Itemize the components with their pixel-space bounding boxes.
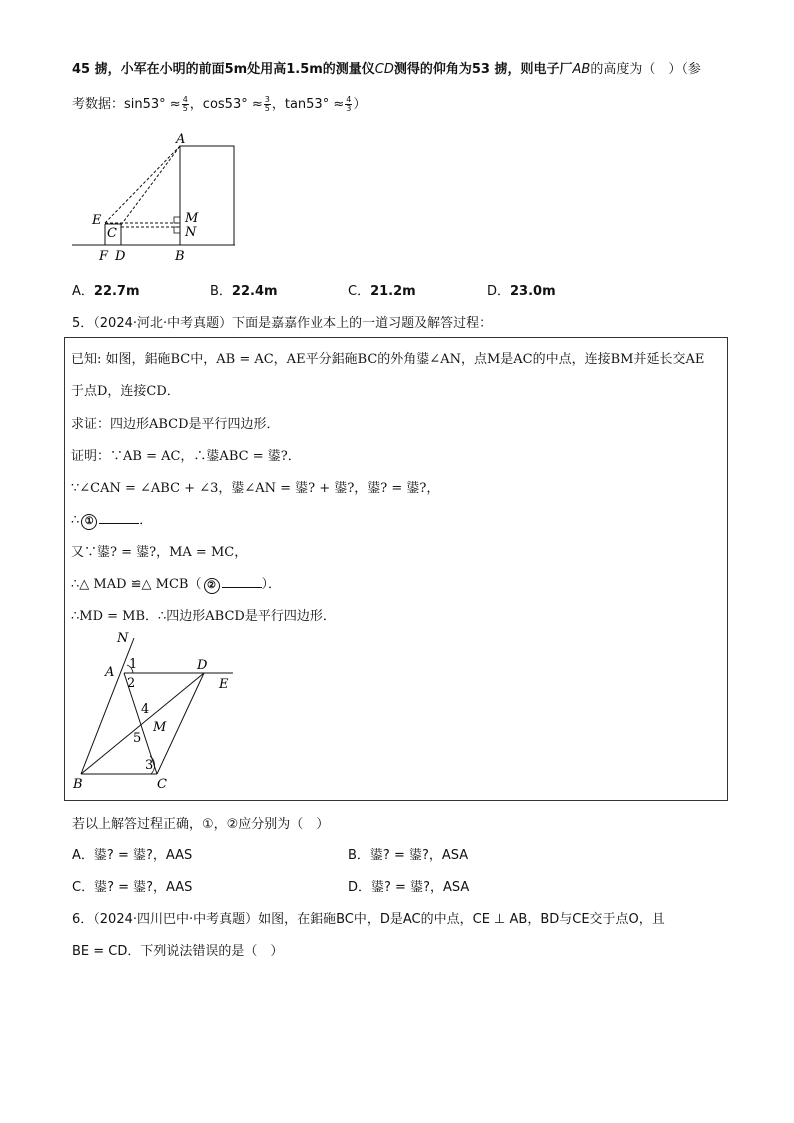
proof-box: [64, 337, 728, 801]
cos-fraction: $\frac{3}{5}$: [264, 95, 270, 113]
q4-cos-label: ，cos53° ≈: [189, 97, 263, 112]
label-e: E: [219, 677, 229, 692]
q4-tan-label: ，tan53° ≈: [271, 97, 345, 112]
label-e: E: [92, 213, 102, 228]
proof-step-2: ∵∠CAN = ∠ABC + ∠3，鍙∠AN = 鍙? + 鍙?，鍙? = 鍙?，: [71, 481, 440, 496]
q4-option-a[interactable]: A．22.7m: [72, 284, 140, 299]
q4-line1-ab: AB: [572, 62, 591, 77]
q4-line1-c: 的高度为（ ）（参: [590, 62, 701, 77]
q5-option-d[interactable]: D．鍙? = 鍙?，ASA: [348, 880, 470, 895]
q6-line-2: BE = CD．下列说法错误的是（ ）: [72, 944, 284, 959]
q5-option-b[interactable]: B．鍙? = 鍙?，ASA: [348, 848, 469, 863]
q5-question: 若以上解答过程正确，①，②应分别为（ ）: [72, 817, 330, 832]
proof-step-1: 证明：∵AB = AC，∴鍙ABC = 鍙?．: [71, 449, 301, 464]
q4-line-2: [72, 93, 366, 113]
q4-figure: [60, 128, 260, 268]
sight-line-ea: [105, 146, 180, 223]
label-angle-3: 3: [145, 758, 154, 773]
label-n: N: [185, 225, 197, 240]
proof-given-2: 于点D，连接CD．: [71, 384, 180, 399]
proof-to-prove: 求证：四边形ABCD是平行四边形．: [71, 417, 280, 432]
line-bn: [81, 638, 134, 774]
label-a: A: [176, 132, 186, 147]
proof-step-3: ∴ ① ．: [71, 513, 153, 528]
q4-option-d[interactable]: D．23.0m: [487, 284, 556, 299]
proof-step-6: ∴MD = MB．∴四边形ABCD是平行四边形．: [71, 609, 336, 624]
label-d: D: [115, 249, 126, 264]
blank-2-marker: ②: [204, 578, 220, 594]
q6-line-1: 6．（2024·四川巴中·中考真题）如图，在鈻砤BC中，D是AC的中点，CE ⊥ AB，BD与CE交于点O，且: [72, 912, 665, 927]
right-angle-n: [174, 227, 180, 233]
label-b: B: [175, 249, 185, 264]
blank-2[interactable]: [222, 575, 262, 588]
label-c: C: [107, 226, 117, 241]
label-d: D: [197, 658, 208, 673]
sight-line-ca: [121, 146, 180, 225]
label-m: M: [153, 720, 167, 735]
q5-figure: [69, 632, 249, 796]
label-angle-2: 2: [127, 676, 136, 691]
q5-option-c[interactable]: C．鍙? = 鍙?，AAS: [72, 880, 193, 895]
label-f: F: [99, 249, 109, 264]
label-m: M: [185, 211, 199, 226]
segment-bd: [81, 673, 204, 774]
label-angle-5: 5: [133, 731, 142, 746]
label-a: A: [105, 665, 115, 680]
sin-fraction: $\frac{4}{5}$: [182, 95, 188, 113]
proof-step-4: 又∵鍙? = 鍙?，MA = MC，: [71, 545, 248, 560]
proof-step-5: ∴△ MAD ≌△ MCB（ ② ）．: [71, 577, 282, 592]
q4-line1-cd: CD: [374, 62, 394, 77]
blank-1-marker: ①: [81, 514, 97, 530]
q5-option-a[interactable]: A．鍙? = 鍙?，AAS: [72, 848, 193, 863]
label-angle-1: 1: [129, 657, 138, 672]
blank-1[interactable]: [99, 511, 139, 524]
q4-ref-close: ）: [353, 97, 367, 112]
q4-line1-b: 测得的仰角为53 掳，则电子厂: [393, 62, 573, 77]
q4-line-1: [72, 58, 701, 77]
q4-option-b[interactable]: B．22.4m: [210, 284, 278, 299]
tan-fraction: $\frac{4}{3}$: [346, 95, 352, 113]
q4-option-c[interactable]: C．21.2m: [348, 284, 416, 299]
label-n: N: [117, 632, 129, 646]
label-angle-4: 4: [141, 702, 150, 717]
q5-header: 5．（2024·河北·中考真题）下面是嘉嘉作业本上的一道习题及解答过程：: [72, 316, 493, 331]
q4-ref-prefix: 考数据：sin53° ≈: [72, 97, 181, 112]
q4-line1-a: 45 掳，小军在小明的前面5m处用高1.5m的测量仪: [72, 62, 375, 77]
label-b: B: [73, 777, 83, 792]
label-c: C: [157, 777, 167, 792]
proof-given-1: 已知: 如图，鈻砤BC中，AB = AC，AE平分鈻砤BC的外角鍙∠AN，点M是AC的中点，连接BM并延长交AE: [71, 352, 705, 367]
right-angle-m: [174, 217, 180, 223]
